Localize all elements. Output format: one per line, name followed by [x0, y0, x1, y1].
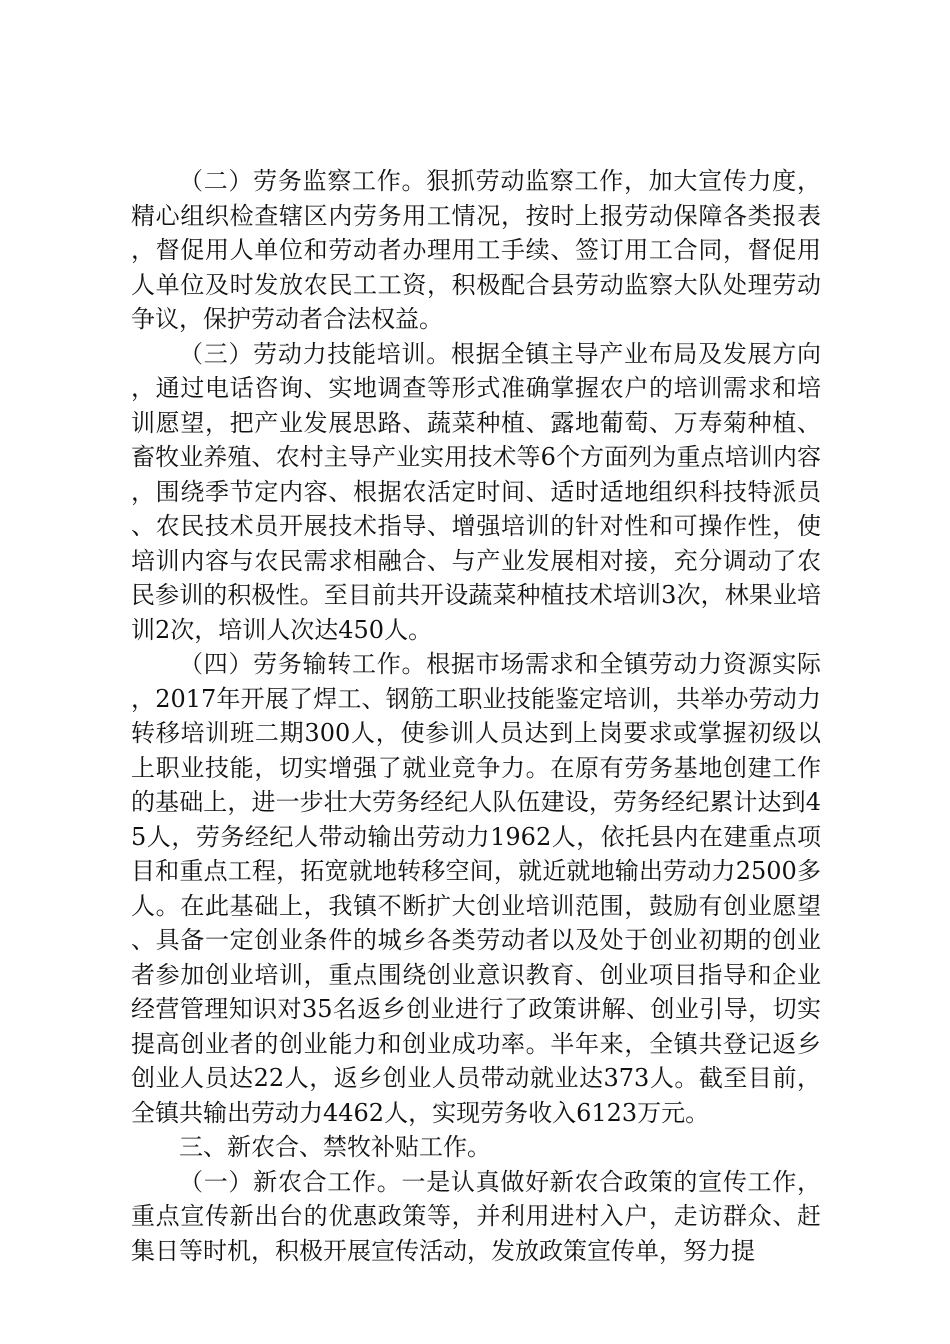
- paragraph-labor-supervision: （二）劳务监察工作。狠抓劳动监察工作，加大宣传力度，精心组织检查辖区内劳务用工情况，按时上报劳动保障各类报表，督促用人单位和劳动者办理用工手续、签订用工合同，督促用人单位及时发放农民工工资，积极配合县劳动监察大队处理劳动争议，保护劳动者合法权益。: [131, 167, 821, 333]
- paragraph-labor-transfer: （四）劳务输转工作。根据市场需求和全镇劳动力资源实际，2017年开展了焊工、钢筋工职业技能鉴定培训，共举办劳动力转移培训班二期300人，使参训人员达到上岗要求或掌握初级以上职业技能，切实增强了就业竞争力。在原有劳务基地创建工作的基础上，进一步壮大劳务经纪人队伍建设，劳务经纪累计达到45人，劳务经纪人带动输出劳动力1962人，依托县内在建重点项目和重点工程，拓宽就地转移空间，就近就地输出劳动力2500多人。在此基础上，我镇不断扩大创业培训范围，鼓励有创业愿望、具备一定创业条件的城乡各类劳动者以及处于创业初期的创业者参加创业培训，重点围绕创业意识教育、创业项目指导和企业经营管理知识对35名返乡创业进行了政策讲解、创业引导，切实提高创业者的创业能力和创业成功率。半年来，全镇共登记返乡创业人员达22人，返乡创业人员带动就业达373人。截至目前，全镇共输出劳动力4462人，实现劳务收入6123万元。: [131, 650, 821, 1127]
- section-heading-rural-cooperative-medical: 三、新农合、禁牧补贴工作。: [179, 1133, 491, 1161]
- paragraph-rural-cooperative-medical: （一）新农合工作。一是认真做好新农合政策的宣传工作，重点宣传新出台的优惠政策等，并利用进村入户，走访群众、赶集日等时机，积极开展宣传活动，发放政策宣传单，努力提: [131, 1167, 821, 1265]
- document-body: [131, 164, 821, 1268]
- paragraph-skills-training: （三）劳动力技能培训。根据全镇主导产业布局及发展方向，通过电话咨询、实地调查等形式准确掌握农户的培训需求和培训愿望，把产业发展思路、蔬菜种植、露地葡萄、万寿菊种植、畜牧业养殖、农村主导产业实用技术等6个方面列为重点培训内容，围绕季节定内容、根据农活定时间、适时适地组织科技特派员、农民技术员开展技术指导、增强培训的针对性和可操作性，使培训内容与农民需求相融合、与产业发展相对接，充分调动了农民参训的积极性。至目前共开设蔬菜种植技术培训3次，林果业培训2次，培训人次达450人。: [131, 339, 821, 644]
